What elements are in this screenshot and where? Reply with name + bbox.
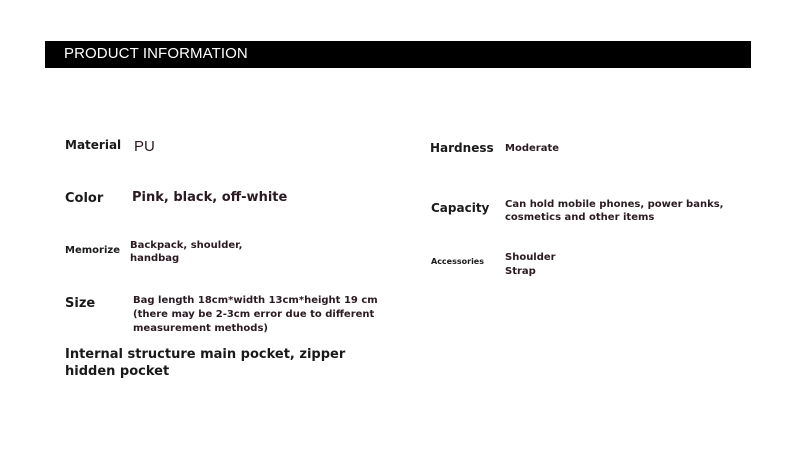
internal-structure-text: Internal structure main pocket, zipper hidden pocket (65, 347, 346, 379)
material-label: Material (65, 138, 122, 152)
capacity-label: Capacity (431, 201, 490, 215)
accessories-label: Accessories (431, 257, 484, 266)
hardness-value: Moderate (505, 143, 560, 154)
size-value: Bag length 18cm*width 13cm*height 19 cm (there may be 2-3cm error due to different measurement methods) (133, 295, 378, 334)
capacity-value: Can hold mobile phones, power banks, cosmetics and other items (505, 199, 724, 223)
page-title: PRODUCT INFORMATION (64, 45, 248, 62)
size-label: Size (65, 296, 96, 311)
accessories-value: Shoulder Strap (505, 252, 556, 277)
color-label: Color (65, 191, 104, 206)
material-value: PU (134, 138, 155, 155)
memorize-label: Memorize (65, 245, 120, 256)
memorize-value: Backpack, shoulder, handbag (130, 240, 243, 264)
color-value: Pink, black, off-white (132, 190, 288, 205)
hardness-label: Hardness (430, 141, 494, 155)
